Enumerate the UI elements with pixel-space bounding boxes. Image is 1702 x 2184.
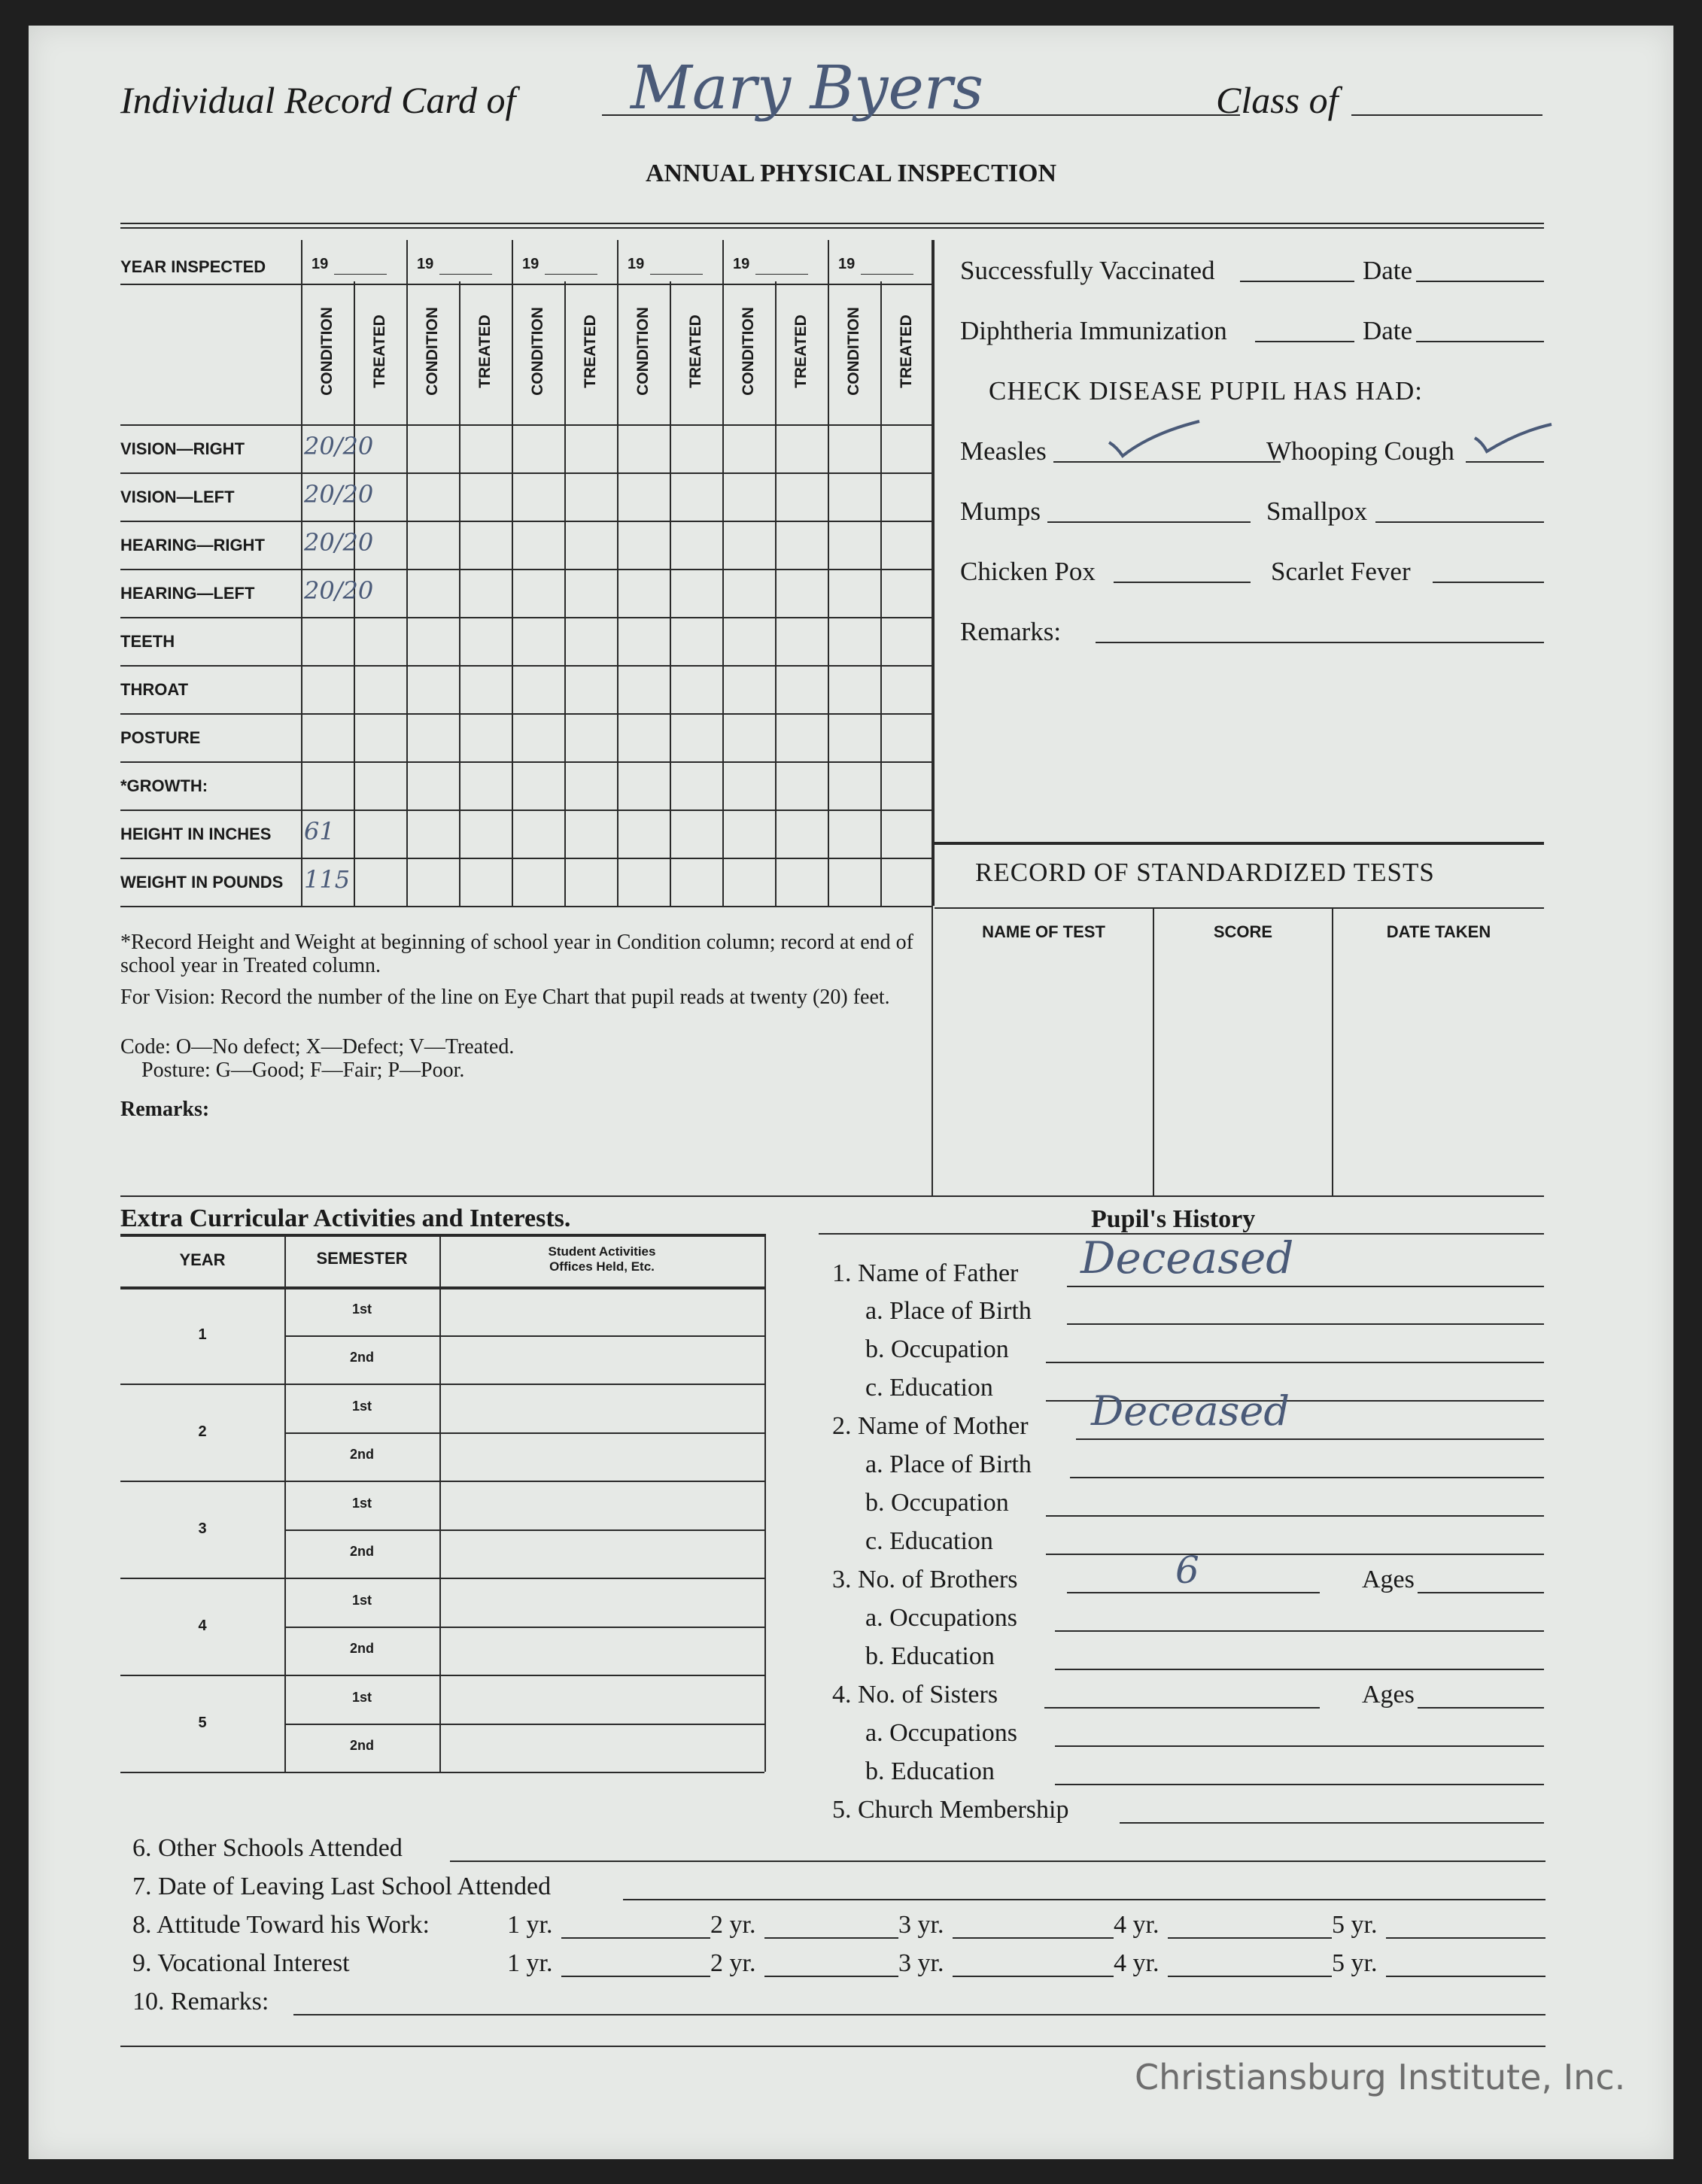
diphtheria-label: Diphtheria Immunization (960, 316, 1227, 345)
other-schools-line (450, 1861, 1545, 1862)
act-sem-line (284, 1627, 764, 1628)
act-year-value: 4 (198, 1617, 207, 1634)
student-name: Mary Byers (631, 53, 984, 123)
remarks-line (293, 2014, 1545, 2015)
rule-top-1 (120, 223, 1544, 224)
watermark: Christiansburg Institute, Inc. (1135, 2057, 1626, 2097)
act-sem1: 1st (351, 1690, 372, 1705)
attitude-yr4-label: 4 yr. (1114, 1911, 1159, 1939)
act-sem1: 1st (351, 1593, 372, 1608)
date-leaving-label: 7. Date of Leaving Last School Attended (132, 1873, 552, 1900)
attitude-yr5-label: 5 yr. (1332, 1911, 1378, 1939)
footnote-3: Code: O—No defect; X—Defect; V—Treated. (120, 1035, 515, 1059)
footnote-1: *Record Height and Weight at beginning of school year in Condition column; record at end of school year in Treated column. (120, 931, 913, 977)
act-block-line (120, 1481, 764, 1482)
history-sisters-occupations-line (1055, 1745, 1544, 1747)
vaccinated-date-label: Date (1363, 256, 1413, 285)
act-block-line (120, 1384, 764, 1385)
attitude-yr4-line (1168, 1937, 1332, 1939)
attitude-yr2-label: 2 yr. (710, 1911, 756, 1939)
act-block-line (120, 1772, 764, 1773)
act-top-line (120, 1234, 764, 1237)
grid-col-line (670, 281, 671, 906)
act-col-semester: SEMESTER (316, 1249, 408, 1268)
inspection-remarks-label: Remarks: (120, 1098, 210, 1121)
mother-value: Deceased (1091, 1387, 1290, 1435)
measles-line (1053, 461, 1281, 463)
history-sisters-label: 4. No. of Sisters (832, 1681, 998, 1709)
diphtheria-line (1255, 341, 1354, 342)
header-bottom-line (120, 424, 933, 426)
vaccinated-label: Successfully Vaccinated (960, 256, 1215, 285)
smallpox-line (1375, 521, 1544, 523)
rule-top-2 (120, 227, 1544, 229)
record-card (29, 26, 1673, 2159)
act-sem-line (284, 1335, 764, 1337)
grid-col-line (406, 240, 408, 906)
inspection-entry: 61 (304, 817, 335, 846)
grid-row-line (120, 761, 933, 763)
year-cell: 19 (838, 256, 856, 272)
inspection-row-label: POSTURE (120, 728, 201, 747)
vocational-yr1-label: 1 yr. (507, 1949, 553, 1977)
act-year-value: 1 (198, 1326, 207, 1343)
act-sem-line (284, 1724, 764, 1725)
history-mother-label: 2. Name of Mother (832, 1412, 1029, 1440)
attitude-yr1-line (561, 1937, 710, 1939)
treated-header: TREATED (582, 314, 599, 388)
year-blank-line (755, 274, 808, 275)
year-blank-line (650, 274, 703, 275)
section-rule (120, 1195, 1544, 1197)
act-col-activities-2: Offices Held, Etc. (549, 1259, 655, 1274)
act-year-value: 5 (198, 1714, 207, 1731)
mumps-line (1047, 521, 1251, 523)
attitude-yr5-line (1386, 1937, 1545, 1939)
smallpox-label: Smallpox (1266, 497, 1368, 526)
act-head-line (120, 1286, 764, 1289)
measles-check-icon (1106, 417, 1204, 460)
inspection-row-label: HEARING—LEFT (120, 584, 255, 603)
vocational-label: 9. Vocational Interest (132, 1949, 350, 1977)
act-block-line (120, 1578, 764, 1579)
grid-row-line (120, 617, 933, 618)
ages-line-brothers (1418, 1592, 1544, 1593)
act-sem1: 1st (351, 1496, 372, 1511)
grid-col-line (880, 281, 882, 906)
whooping-line (1466, 461, 1544, 463)
grid-col-line (933, 240, 935, 906)
condition-header: CONDITION (634, 307, 652, 396)
grid-col-line (722, 240, 724, 906)
year-row-line (120, 284, 933, 285)
history-mother-occupation-label: b. Occupation (865, 1489, 1009, 1517)
health-remarks-label: Remarks: (960, 617, 1062, 646)
year-cell: 19 (733, 256, 750, 272)
act-col-line (439, 1234, 441, 1772)
history-brothers-label: 3. No. of Brothers (832, 1566, 1018, 1593)
condition-header: CONDITION (845, 307, 862, 396)
tests-col-date: DATE TAKEN (1386, 922, 1491, 941)
history-mother-line (1076, 1438, 1544, 1440)
inspection-row-label: VISION—RIGHT (120, 439, 245, 458)
grid-row-line (120, 665, 933, 667)
history-mother-occupation-line (1046, 1515, 1544, 1517)
attitude-yr3-label: 3 yr. (898, 1911, 944, 1939)
year-cell: 19 (312, 256, 329, 272)
vaccinated-date-line (1416, 281, 1544, 282)
vaccinated-line (1240, 281, 1354, 282)
history-church-label: 5. Church Membership (832, 1796, 1069, 1824)
condition-header: CONDITION (424, 307, 441, 396)
grid-row-line (120, 569, 933, 570)
treated-header: TREATED (792, 314, 810, 388)
tests-heading: RECORD OF STANDARDIZED TESTS (975, 858, 1435, 887)
inspection-row-label: HEIGHT IN INCHES (120, 825, 272, 843)
history-father-education-label: c. Education (865, 1374, 993, 1402)
vocational-yr4-label: 4 yr. (1114, 1949, 1159, 1977)
tests-col-name: NAME OF TEST (982, 922, 1105, 941)
tests-rule-top (935, 842, 1544, 845)
year-cell: 19 (417, 256, 434, 272)
history-sisters-education-line (1055, 1784, 1544, 1785)
year-blank-line (861, 274, 913, 275)
date-leaving-line (623, 1899, 1545, 1900)
history-brothers-education-label: b. Education (865, 1642, 995, 1670)
history-father-line (1067, 1286, 1544, 1287)
grid-row-line (120, 713, 933, 715)
card-title: Individual Record Card of (120, 79, 516, 121)
mumps-label: Mumps (960, 497, 1041, 526)
act-sem1: 1st (351, 1302, 372, 1317)
chickenpox-line (1114, 582, 1251, 583)
vocational-yr3-line (953, 1976, 1114, 1977)
condition-header: CONDITION (529, 307, 546, 396)
history-brothers-line (1067, 1592, 1320, 1593)
history-church-line (1120, 1822, 1544, 1824)
treated-header: TREATED (687, 314, 704, 388)
act-sem1: 1st (351, 1399, 372, 1414)
history-father-occupation-line (1046, 1362, 1544, 1363)
remarks-label: 10. Remarks: (132, 1988, 269, 2015)
father-value: Deceased (1080, 1232, 1294, 1283)
history-father-occupation-label: b. Occupation (865, 1335, 1009, 1363)
footnote-2: For Vision: Record the number of the line on Eye Chart that pupil reads at twenty (20) feet. (120, 986, 890, 1009)
act-sem2: 2nd (349, 1447, 374, 1462)
history-mother-birth-label: a. Place of Birth (865, 1450, 1032, 1478)
inspection-row-label: *GROWTH: (120, 776, 208, 795)
inspection-row-label: TEETH (120, 632, 175, 651)
attitude-yr3-line (953, 1937, 1114, 1939)
treated-header: TREATED (476, 314, 494, 388)
act-sem-line (284, 1529, 764, 1531)
act-sem-line (284, 1432, 764, 1434)
year-inspected-label: YEAR INSPECTED (120, 257, 266, 276)
diphtheria-date-label: Date (1363, 316, 1413, 345)
ages-label-sisters: Ages (1362, 1681, 1415, 1709)
act-year-value: 3 (198, 1520, 207, 1537)
footnote-4: Posture: G—Good; F—Fair; P—Poor. (141, 1059, 465, 1082)
history-brothers-education-line (1055, 1669, 1544, 1670)
treated-header: TREATED (371, 314, 388, 388)
vocational-yr2-label: 2 yr. (710, 1949, 756, 1977)
grid-col-line (301, 240, 302, 906)
treated-header: TREATED (898, 314, 915, 388)
attitude-yr1-label: 1 yr. (507, 1911, 553, 1939)
other-schools-label: 6. Other Schools Attended (132, 1834, 403, 1862)
whooping-label: Whooping Cough (1266, 436, 1454, 466)
act-block-line (120, 1675, 764, 1676)
vocational-yr5-label: 5 yr. (1332, 1949, 1378, 1977)
history-father-label: 1. Name of Father (832, 1259, 1019, 1287)
history-mother-education-line (1046, 1554, 1544, 1555)
year-cell: 19 (628, 256, 645, 272)
ages-line-sisters (1418, 1707, 1544, 1709)
inspection-row-label: WEIGHT IN POUNDS (120, 873, 284, 892)
grid-row-line (120, 810, 933, 811)
history-brothers-occupations-line (1055, 1630, 1544, 1632)
grid-col-line (828, 240, 829, 906)
grid-row-line (120, 906, 933, 907)
scarlet-line (1433, 582, 1544, 583)
scarlet-label: Scarlet Fever (1271, 557, 1411, 586)
inspection-entry: 20/20 (304, 528, 374, 557)
act-sem2: 2nd (349, 1544, 374, 1559)
class-of-label: Class of (1216, 79, 1339, 121)
act-sem2: 2nd (349, 1641, 374, 1656)
class-line (1351, 114, 1542, 116)
condition-header: CONDITION (740, 307, 757, 396)
activities-heading: Extra Curricular Activities and Interests. (120, 1204, 571, 1232)
year-cell: 19 (522, 256, 539, 272)
diphtheria-date-line (1416, 341, 1544, 342)
history-mother-birth-line (1070, 1477, 1544, 1478)
act-year-value: 2 (198, 1423, 207, 1440)
history-sisters-education-label: b. Education (865, 1757, 995, 1785)
tests-col-divider-2 (1332, 907, 1333, 1195)
measles-label: Measles (960, 436, 1047, 466)
history-mother-education-label: c. Education (865, 1527, 993, 1555)
act-col-activities-1: Student Activities (548, 1244, 656, 1259)
grid-row-line (120, 472, 933, 474)
inspection-entry: 20/20 (304, 480, 374, 509)
bottom-rule (120, 2046, 1545, 2047)
tests-col-score: SCORE (1213, 922, 1273, 941)
brothers-value: 6 (1175, 1548, 1199, 1592)
tests-rule-2 (935, 907, 1544, 909)
history-sisters-line (1044, 1707, 1320, 1709)
act-sem2: 2nd (349, 1738, 374, 1753)
check-disease-heading: CHECK DISEASE PUPIL HAS HAD: (989, 376, 1424, 406)
center-divider (932, 240, 933, 1195)
act-col-year: YEAR (179, 1250, 226, 1269)
history-father-birth-line (1067, 1323, 1544, 1325)
grid-col-line (564, 281, 566, 906)
act-col-line (764, 1234, 766, 1772)
chickenpox-label: Chicken Pox (960, 557, 1096, 586)
vocational-yr1-line (561, 1976, 710, 1977)
ages-label-brothers: Ages (1362, 1566, 1415, 1593)
act-sem2: 2nd (349, 1350, 374, 1365)
subtitle: ANNUAL PHYSICAL INSPECTION (646, 159, 1056, 187)
history-father-birth-label: a. Place of Birth (865, 1297, 1032, 1325)
grid-col-line (775, 281, 777, 906)
history-heading: Pupil's History (1091, 1205, 1256, 1233)
grid-row-line (120, 521, 933, 522)
inspection-row-label: VISION—LEFT (120, 488, 235, 506)
history-brothers-occupations-label: a. Occupations (865, 1604, 1018, 1632)
inspection-row-label: HEARING—RIGHT (120, 536, 265, 554)
grid-col-line (459, 281, 460, 906)
grid-col-line (617, 240, 618, 906)
grid-col-line (512, 240, 513, 906)
inspection-row-label: THROAT (120, 680, 189, 699)
inspection-entry: 115 (304, 865, 351, 894)
inspection-entry: 20/20 (304, 576, 374, 605)
grid-row-line (120, 858, 933, 859)
tests-col-divider-1 (1153, 907, 1154, 1195)
year-blank-line (545, 274, 597, 275)
health-remarks-line (1096, 642, 1544, 643)
attitude-label: 8. Attitude Toward his Work: (132, 1911, 430, 1939)
year-blank-line (334, 274, 387, 275)
history-sisters-occupations-label: a. Occupations (865, 1719, 1018, 1747)
year-blank-line (439, 274, 492, 275)
condition-header: CONDITION (318, 307, 336, 396)
vocational-yr3-label: 3 yr. (898, 1949, 944, 1977)
attitude-yr2-line (764, 1937, 898, 1939)
whooping-check-icon (1473, 421, 1556, 456)
vocational-yr2-line (764, 1976, 898, 1977)
inspection-entry: 20/20 (304, 432, 374, 460)
vocational-yr5-line (1386, 1976, 1545, 1977)
vocational-yr4-line (1168, 1976, 1332, 1977)
